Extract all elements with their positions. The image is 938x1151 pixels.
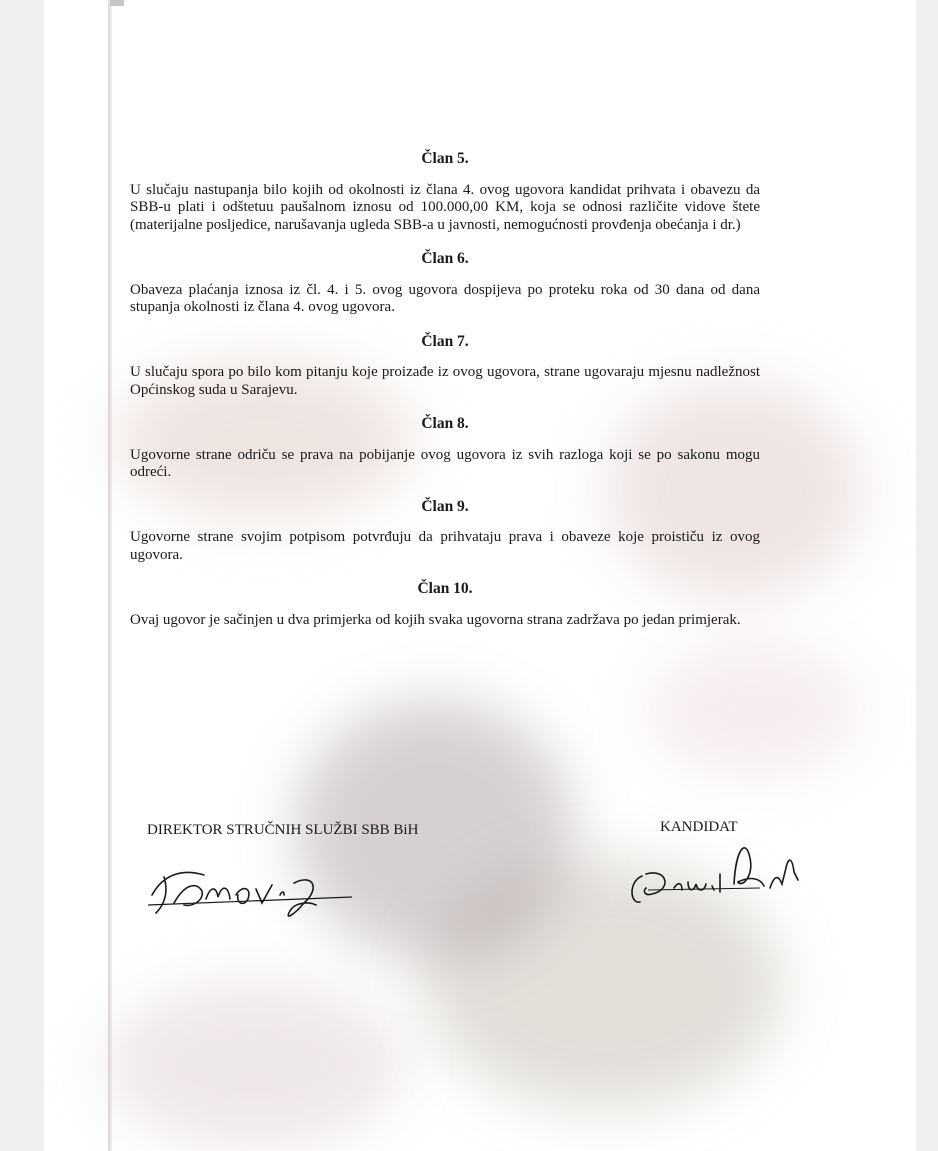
article-text: Ugovorne strane svojim potpisom potvrđuju da prihvataju prava i obaveze koje proističu iz ovog ugovora.: [130, 529, 760, 563]
article-heading: Član 6.: [421, 250, 469, 267]
article-10: [130, 580, 760, 629]
candidate-title: KANDIDAT: [660, 819, 738, 835]
article-heading: Član 10.: [417, 580, 473, 597]
director-signature: [144, 855, 364, 935]
article-9: [130, 498, 760, 565]
bleed-through-stain: [104, 980, 404, 1150]
article-text: U slučaju nastupanja bilo kojih od okolnosti iz člana 4. ovog ugovora kandidat prihvata i obavezu da SBB-u plati i odštetuu paušalnom iznosu od 100.000,00 KM, koja se odnosi različite vidove štete (materijalne posljedice, narušavanja ugleda SBB-a u javnosti, nemogućnosti provđenja obećanja i dr.): [130, 181, 760, 233]
bleed-through-stain: [644, 640, 864, 780]
candidate-signature: [624, 828, 804, 918]
article-heading: Član 5.: [421, 150, 469, 167]
article-text: U slučaju spora po bilo kom pitanju koje proizađe iz ovog ugovora, strane ugovaraju mjesnu nadležnost Općinskog suda u Sarajevu.: [130, 364, 760, 398]
article-7: [130, 333, 760, 400]
article-text: Obaveza plaćanja iznosa iz čl. 4. i 5. ovog ugovora dospijeva po proteku roka od 30 dana od dana stupanja okolnosti iz člana 4. ovog ugovora.: [130, 281, 760, 315]
page-corner-mark: [110, 0, 124, 6]
document-page: [44, 0, 916, 1151]
article-heading: Član 7.: [421, 332, 469, 350]
article-text: Ovaj ugovor je sačinjen u dva primjerka od kojih svaka ugovorna strana zadržava po jedan primjerak.: [130, 611, 741, 628]
article-8: [130, 415, 760, 482]
article-6: [130, 250, 760, 317]
contract-body: [130, 150, 760, 645]
page-edge-shadow: [108, 0, 112, 1151]
director-title: DIREKTOR STRUČNIH SLUŽBI SBB BiH: [147, 822, 419, 838]
article-5: [130, 150, 760, 234]
article-heading: Član 9.: [421, 497, 469, 515]
article-heading: Član 8.: [421, 415, 469, 432]
article-text: Ugovorne strane odriču se prava na pobijanje ovog ugovora iz svih razloga koji se po sakonu mogu odreći.: [130, 446, 760, 480]
